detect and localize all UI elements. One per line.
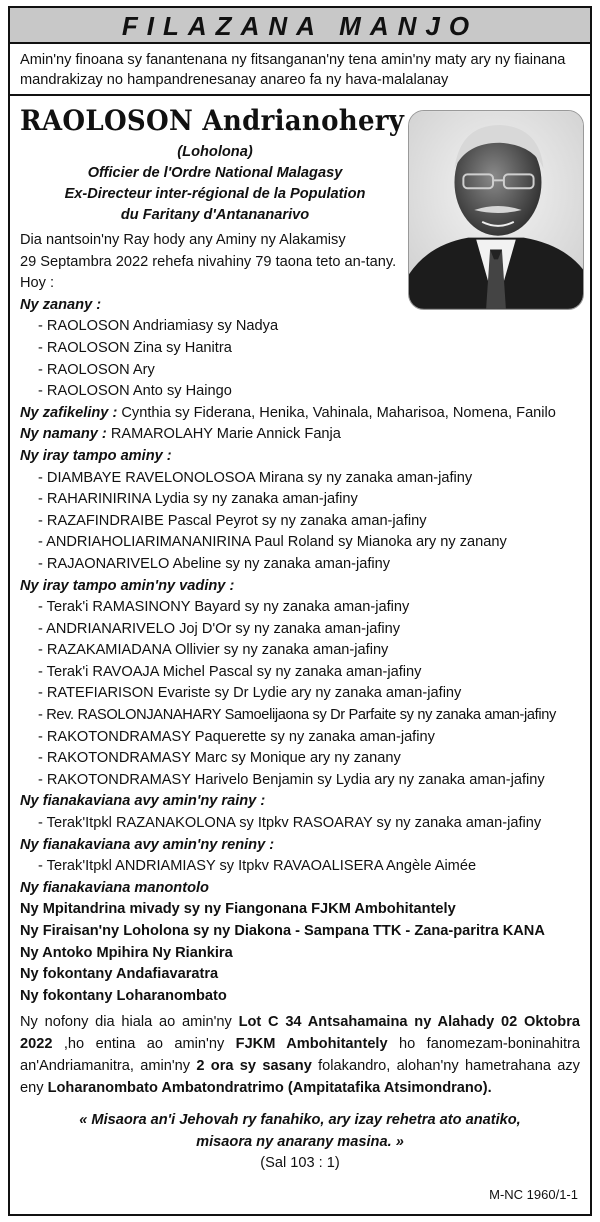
title-line: Officier de l'Ordre National Malagasy: [87, 165, 343, 181]
list-item: - RAJAONARIVELO Abeline sy ny zanaka aman-jafiny: [38, 555, 391, 572]
list-item: - DIAMBAYE RAVELONOLOSOA Mirana sy ny zanaka aman-jafiny: [38, 469, 473, 486]
hoy-label: Hoy :: [20, 275, 55, 292]
list-item: - ANDRIANARIVELO Joj D'Or sy ny zanaka aman-jafiny: [38, 620, 401, 637]
list-item: - RAHARINIRINA Lydia sy ny zanaka aman-jafiny: [38, 491, 358, 508]
list-item: - RAOLOSON Ary: [38, 361, 155, 378]
notice-banner: FILAZANA MANJO: [10, 8, 590, 44]
funeral-announcement: [20, 1011, 580, 1099]
group-line: Ny fokontany Loharanombato: [20, 987, 227, 1004]
title-line: Ex-Directeur inter-régional de la Population: [64, 186, 366, 202]
announcement-text: Ny nofony dia hiala ao amin'ny: [20, 1014, 239, 1031]
group-line: Ny Mpitandrina mivady sy ny Fiangonana FJKM Ambohitantely: [20, 901, 456, 918]
deceased-name: RAOLOSON Andrianohery: [20, 104, 405, 137]
deceased-titles: [20, 142, 410, 226]
announcement-date: Lot C 34 Antsahamaina ny Alahady 02 Oktobra 2022: [20, 1014, 580, 1053]
zafikeliny-label: Ny zafikeliny :: [20, 404, 118, 421]
group-line: Ny fokontany Andafiavaratra: [20, 966, 219, 983]
notice-body: [10, 104, 590, 1175]
list-item: - Terak'i RAMASINONY Bayard sy ny zanaka aman-jafiny: [38, 599, 410, 616]
announcement-burial-place: Loharanombato Ambatondratrimo (Ampitatafika Atsimondrano).: [47, 1080, 492, 1097]
list-item: - RAOLOSON Anto sy Haingo: [38, 383, 232, 400]
list-item: - ANDRIAHOLIARIMANANIRINA Paul Roland sy Mianoka ary ny zanany: [38, 534, 507, 551]
notice-reference: M-NC 1960/1-1: [489, 1187, 578, 1203]
list-item: - Rev. RASOLONJANAHARY Samoelijaona sy Dr Parfaite sy ny zanaka aman-jafiny: [38, 707, 556, 724]
list-item: - Terak'i RAVOAJA Michel Pascal sy ny zanaka aman-jafiny: [38, 663, 422, 680]
group-line: Ny Antoko Mpihira Ny Riankira: [20, 944, 233, 961]
fianakaviana-reniny-label: Ny fianakaviana avy amin'ny reniny :: [20, 836, 275, 853]
list-item: - Terak'Itpkl ANDRIAMIASY sy Itpkv RAVAOALISERA Angèle Aimée: [38, 858, 477, 875]
zanany-label: Ny zanany :: [20, 296, 102, 313]
death-line: 29 Septambra 2022 rehefa nivahiny 79 taona teto an-tany.: [20, 253, 397, 270]
obituary-notice: [8, 6, 592, 1216]
intro-text: Amin'ny finoana sy fanantenana ny fitsanganan'ny tena amin'ny maty ary ny fiainana mandrakizay no hampandrenesanay anareo fa ny hava-malalanay: [10, 44, 590, 96]
list-item: - RAZAFINDRAIBE Pascal Peyrot sy ny zanaka aman-jafiny: [38, 512, 427, 529]
list-item: - RATEFIARISON Evariste sy Dr Lydie ary ny zanaka aman-jafiny: [38, 685, 462, 702]
title-line: (Loholona): [177, 144, 253, 160]
list-item: - RAKOTONDRAMASY Paquerette sy ny zanaka aman-jafiny: [38, 728, 435, 745]
list-item: - RAKOTONDRAMASY Harivelo Benjamin sy Lydia ary ny zanaka aman-jafiny: [38, 771, 545, 788]
tampo-vadiny-label: Ny iray tampo amin'ny vadiny :: [20, 577, 235, 594]
fianakaviana-rainy-label: Ny fianakaviana avy amin'ny rainy :: [20, 793, 266, 810]
namany-row: [20, 424, 580, 446]
portrait-photo: [408, 110, 584, 310]
group-line: Ny Firaisan'ny Loholona sy ny Diakona - Sampana TTK - Zana-paritra KANA: [20, 923, 545, 939]
quote-line: misaora ny anarany masina. »: [196, 1134, 404, 1151]
title-line: du Faritany d'Antananarivo: [120, 207, 310, 223]
zafikeliny-text: Cynthia sy Fiderana, Henika, Vahinala, Maharisoa, Nomena, Fanilo: [117, 404, 556, 421]
portrait-photo-icon: [409, 111, 583, 309]
announcement-text: folakandro, alohan'ny hametrahana azy eny: [20, 1058, 580, 1097]
fianakaviana-manontolo: Ny fianakaviana manontolo: [20, 879, 209, 896]
list-item: - RAKOTONDRAMASY Marc sy Monique ary ny zanany: [38, 750, 401, 767]
zafikeliny-row: [20, 403, 580, 425]
announcement-text: ,ho entina ao amin'ny: [52, 1036, 236, 1053]
namany-label: Ny namany :: [20, 426, 107, 443]
announcement-text: ho fanomezam-boninahitra an'Andriamanitra, amin'ny: [20, 1036, 580, 1075]
list-item: - RAZAKAMIADANA Ollivier sy ny zanaka aman-jafiny: [38, 642, 389, 659]
tampo-aminy-label: Ny iray tampo aminy :: [20, 447, 172, 464]
quote-reference: (Sal 103 : 1): [260, 1155, 340, 1172]
list-item: - RAOLOSON Zina sy Hanitra: [38, 339, 232, 356]
list-item: - Terak'Itpkl RAZANAKOLONA sy Itpkv RASOARAY sy ny zanaka aman-jafiny: [38, 815, 542, 832]
quote-line: « Misaora an'i Jehovah ry fanahiko, ary izay rehetra ato anatiko,: [79, 1112, 521, 1129]
announcement-church: FJKM Ambohitantely: [235, 1036, 388, 1053]
namany-text: RAMAROLAHY Marie Annick Fanja: [106, 426, 341, 443]
death-line: Dia nantsoin'ny Ray hody any Aminy ny Alakamisy: [20, 232, 346, 248]
announcement-time: 2 ora sy sasany: [196, 1058, 312, 1075]
list-item: - RAOLOSON Andriamiasy sy Nadya: [38, 318, 279, 335]
bible-quote: [20, 1109, 580, 1153]
